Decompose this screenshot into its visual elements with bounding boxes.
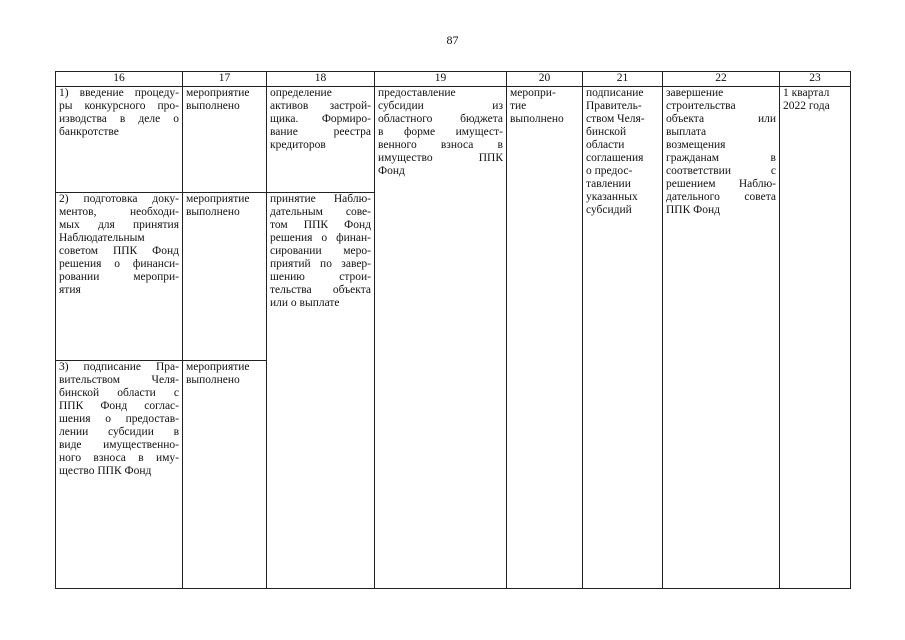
cell-text-line: меропри-: [510, 87, 556, 99]
cell-text-line: имущество ППК: [378, 152, 503, 164]
cell-text-line: Правитель-: [586, 100, 642, 112]
cell-text-line: вительством Челя-: [59, 374, 179, 386]
cell-text-line: подписание: [586, 87, 644, 99]
cell-text-line: 1 квартал: [783, 87, 830, 99]
cell-agreement: [583, 87, 663, 589]
cell-text-line: сировании меро-: [270, 245, 371, 257]
cell-text-line: Фонд: [378, 165, 405, 177]
cell-text-line: активов застрой-: [270, 100, 371, 112]
cell-text-line: 1) введение процеду-: [59, 87, 179, 99]
cell-text-line: мероприятие: [186, 361, 250, 373]
cell-text-line: тавлении: [586, 178, 631, 190]
col-header-23: 23: [780, 72, 851, 87]
col-header-20: 20: [507, 72, 583, 87]
cell-text-line: объекта или: [666, 113, 776, 125]
cell-measure-1: [56, 87, 183, 193]
cell-text-line: тие: [510, 100, 527, 112]
cell-text-line: Наблюдательным: [59, 232, 145, 244]
cell-status-1: [183, 87, 267, 193]
cell-status-20: [507, 87, 583, 589]
cell-text-line: венного взноса в: [378, 139, 503, 151]
cell-text-line: решения о финан-: [270, 232, 371, 244]
cell-text-line: субсидии из: [378, 100, 503, 112]
cell-text-line: областного бюджета: [378, 113, 503, 125]
cell-text-line: области: [586, 139, 625, 151]
cell-text-line: советом ППК Фонд: [59, 245, 179, 257]
cell-text-line: выполнено: [510, 113, 564, 125]
cell-measure-2: [56, 193, 183, 361]
col-header-16: 16: [56, 72, 183, 87]
cell-text-line: виде имущественно-: [59, 439, 179, 451]
cell-text-line: ры конкурсного про-: [59, 100, 179, 112]
cell-text-line: ментов, необходи-: [59, 206, 179, 218]
cell-text-line: гражданам в: [666, 152, 776, 164]
cell-text-line: ППК Фонд: [666, 204, 720, 216]
cell-text-line: ровании меропри-: [59, 271, 179, 283]
cell-text-line: вание реестра: [270, 126, 371, 138]
col-header-22: 22: [663, 72, 780, 87]
cell-text-line: дательным сове-: [270, 206, 371, 218]
cell-text-line: предоставление: [378, 87, 456, 99]
cell-text-line: субсидий: [586, 204, 632, 216]
cell-text-line: 2) подготовка доку-: [59, 193, 179, 205]
cell-text-line: дательного совета: [666, 191, 776, 203]
cell-text-line: ятия: [59, 284, 81, 296]
cell-text-line: 2022 года: [783, 100, 830, 112]
cell-text-line: о предос-: [586, 165, 633, 177]
cell-text-line: строительства: [666, 100, 736, 112]
cell-text-line: выплата: [666, 126, 707, 138]
cell-text-line: щика. Формиро-: [270, 113, 371, 125]
cell-status-2: [183, 193, 267, 361]
cell-subsidy: [375, 87, 507, 589]
cell-text-line: или о выплате: [270, 297, 340, 309]
cell-text-line: 3) подписание Пра-: [59, 361, 179, 373]
cell-text-line: указанных: [586, 191, 638, 203]
cell-text-line: возмещения: [666, 139, 726, 151]
cell-text-line: том ППК Фонд: [270, 219, 371, 231]
col-header-17: 17: [183, 72, 267, 87]
cell-text-line: лении субсидии в: [59, 426, 179, 438]
cell-text-line: выполнено: [186, 100, 240, 112]
col-header-21: 21: [583, 72, 663, 87]
cell-text-line: шения о предостав-: [59, 413, 179, 425]
cell-text-line: банкротстве: [59, 126, 119, 138]
cell-text-line: бинской области с: [59, 387, 179, 399]
cell-text-line: определение: [270, 87, 332, 99]
cell-text-line: соответствии с: [666, 165, 776, 177]
cell-text-line: мероприятие: [186, 87, 250, 99]
header-row: [56, 72, 851, 87]
table-row: [56, 87, 851, 193]
cell-text-line: решением Наблю-: [666, 178, 776, 190]
cell-text-line: выполнено: [186, 374, 240, 386]
cell-text-line: бинской: [586, 126, 627, 138]
measures-table: [55, 71, 851, 589]
cell-text-line: мых для принятия: [59, 219, 179, 231]
cell-completion: [663, 87, 780, 589]
cell-text-line: в форме имущест-: [378, 126, 503, 138]
cell-text-line: мероприятие: [186, 193, 250, 205]
cell-text-line: завершение: [666, 87, 724, 99]
cell-text-line: тельства объекта: [270, 284, 371, 296]
col-header-18: 18: [267, 72, 375, 87]
cell-text-line: соглашения: [586, 152, 644, 164]
cell-measure-3: [56, 361, 183, 589]
cell-status-3: [183, 361, 267, 589]
col-header-19: 19: [375, 72, 507, 87]
cell-text-line: ППК Фонд соглас-: [59, 400, 179, 412]
cell-text-line: решения о финанси-: [59, 258, 179, 270]
cell-deadline: [780, 87, 851, 589]
cell-text-line: ного взноса в иму-: [59, 452, 179, 464]
cell-text-line: выполнено: [186, 206, 240, 218]
cell-action-1: [267, 87, 375, 193]
cell-text-line: приятий по завер-: [270, 258, 371, 270]
cell-text-line: кредиторов: [270, 139, 326, 151]
cell-text-line: ством Челя-: [586, 113, 645, 125]
cell-text-line: изводства в деле о: [59, 113, 179, 125]
page-number: 87: [446, 33, 459, 47]
cell-text-line: шению строи-: [270, 271, 371, 283]
cell-action-2: [267, 193, 375, 589]
cell-text-line: принятие Наблю-: [270, 193, 371, 205]
cell-text-line: щество ППК Фонд: [59, 465, 152, 477]
